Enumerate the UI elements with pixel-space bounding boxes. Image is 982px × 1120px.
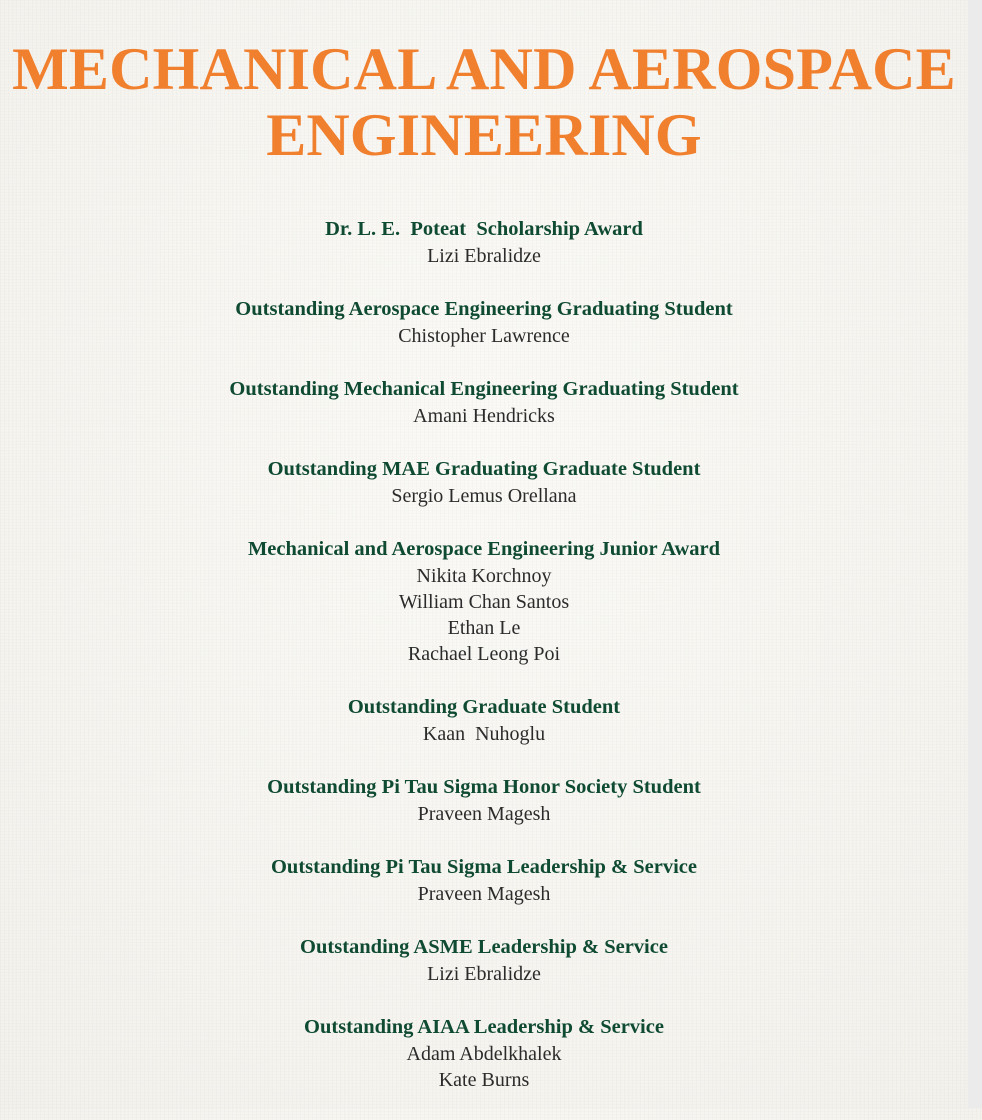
award-recipient: Adam Abdelkhalek bbox=[406, 1043, 562, 1065]
page-edge-strip bbox=[968, 0, 982, 1108]
award-recipient: William Chan Santos bbox=[398, 591, 570, 613]
award-entry bbox=[0, 216, 968, 269]
award-entry bbox=[0, 376, 968, 429]
award-recipient: Praveen Magesh bbox=[417, 883, 551, 905]
award-recipient: Ethan Le bbox=[447, 617, 521, 639]
award-title: Outstanding MAE Graduating Graduate Student bbox=[267, 458, 701, 480]
award-recipient: Nikita Korchnoy bbox=[416, 565, 552, 587]
award-title: Dr. L. E. Poteat Scholarship Award bbox=[325, 218, 643, 240]
award-recipient: Amani Hendricks bbox=[413, 405, 555, 427]
award-recipient: Kate Burns bbox=[438, 1069, 530, 1091]
department-title bbox=[0, 36, 968, 168]
department-title-line-1: MECHANICAL AND AEROSPACE bbox=[12, 36, 956, 102]
award-entry bbox=[0, 1014, 968, 1093]
award-recipient: Chistopher Lawrence bbox=[398, 325, 570, 347]
awards-list bbox=[0, 216, 968, 1120]
award-entry bbox=[0, 934, 968, 987]
award-title: Outstanding ASME Leadership & Service bbox=[300, 936, 668, 958]
award-title: Outstanding Graduate Student bbox=[347, 696, 621, 718]
award-entry bbox=[0, 774, 968, 827]
award-entry bbox=[0, 854, 968, 907]
award-recipient: Lizi Ebralidze bbox=[427, 245, 541, 267]
award-entry bbox=[0, 694, 968, 747]
award-title: Outstanding Aerospace Engineering Graduating Student bbox=[235, 298, 733, 320]
award-recipient: Rachael Leong Poi bbox=[407, 643, 561, 665]
award-recipient: Sergio Lemus Orellana bbox=[391, 485, 577, 507]
award-title: Outstanding AIAA Leadership & Service bbox=[304, 1016, 664, 1038]
award-entry bbox=[0, 296, 968, 349]
award-recipient: Praveen Magesh bbox=[417, 803, 551, 825]
award-entry bbox=[0, 536, 968, 667]
award-recipient: Kaan Nuhoglu bbox=[422, 723, 546, 745]
award-title: Mechanical and Aerospace Engineering Junior Award bbox=[247, 538, 721, 560]
award-title: Outstanding Pi Tau Sigma Honor Society Student bbox=[267, 776, 701, 798]
award-title: Outstanding Mechanical Engineering Graduating Student bbox=[229, 378, 739, 400]
award-recipient: Lizi Ebralidze bbox=[427, 963, 541, 985]
award-entry bbox=[0, 456, 968, 509]
department-title-line-2: ENGINEERING bbox=[266, 102, 702, 168]
award-title: Outstanding Pi Tau Sigma Leadership & Service bbox=[270, 856, 697, 878]
